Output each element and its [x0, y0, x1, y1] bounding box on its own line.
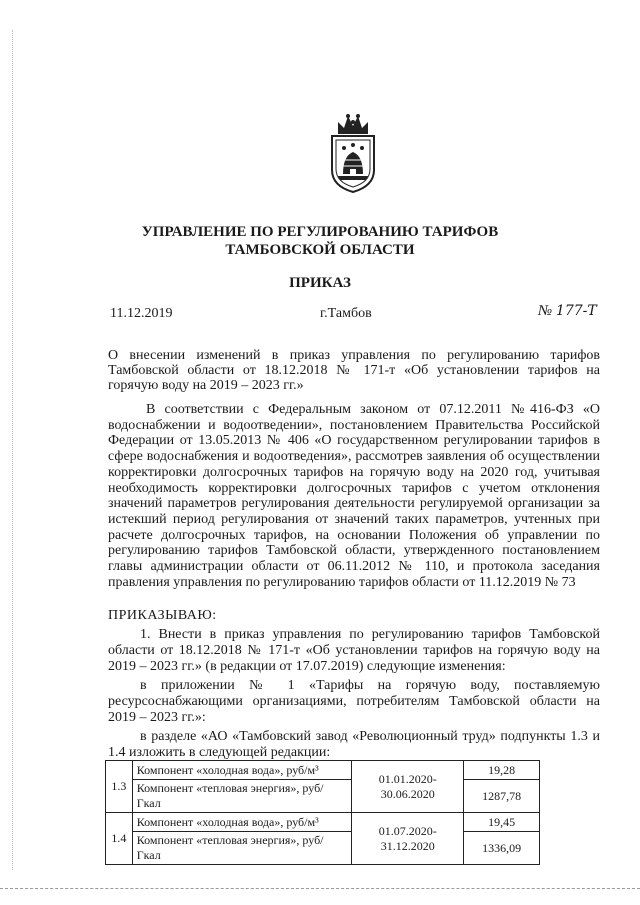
order-number: [538, 303, 597, 320]
prikazyvayu-heading: ПРИКАЗЫВАЮ:: [108, 608, 217, 623]
period-cell: 01.01.2020-30.06.2020: [352, 761, 464, 813]
order-subject: О внесении изменений в приказ управления по регулированию тарифов Тамбовской области от 18.12.2018 № 171-т «Об установлении тарифов на горячую воду на 2019 – 2023 гг.»: [108, 348, 600, 393]
row-number: 1.3: [106, 761, 133, 813]
tariff-table: [105, 760, 540, 865]
org-line-1: УПРАВЛЕНИЕ ПО РЕГУЛИРОВАНИЮ ТАРИФОВ: [141, 224, 499, 240]
row-number: 1.4: [106, 813, 133, 865]
table-row: [106, 780, 540, 813]
period-cell: 01.07.2020-31.12.2020: [352, 813, 464, 865]
org-line-2: ТАМБОВСКОЙ ОБЛАСТИ: [225, 242, 415, 258]
component-label: Компонент «холодная вода», руб/м³: [132, 761, 352, 780]
tariff-value: 19,28: [464, 761, 540, 780]
table-row: [106, 761, 540, 780]
scan-margin-artifact: [12, 30, 14, 870]
paragraph-3: в разделе «АО «Тамбовский завод «Революционный труд» подпункты 1.3 и 1.4 изложить в следующей редакции:: [108, 729, 600, 760]
tariff-value: 19,45: [464, 813, 540, 832]
organization-name: [0, 223, 640, 259]
component-label: Компонент «холодная вода», руб/м³: [132, 813, 352, 832]
document-type-title: ПРИКАЗ: [289, 275, 351, 291]
table-row: [106, 813, 540, 832]
tariff-value: 1287,78: [464, 780, 540, 813]
number-sign: №: [538, 303, 553, 319]
tariff-value: 1336,09: [464, 832, 540, 865]
order-city: г.Тамбов: [320, 306, 372, 321]
handwritten-number: 177-Т: [555, 303, 597, 319]
table-row: [106, 832, 540, 865]
tambov-coat-of-arms-icon: [324, 112, 382, 194]
component-label: Компонент «тепловая энергия», руб/Гкал: [132, 780, 352, 813]
paragraph-1: 1. Внести в приказ управления по регулированию тарифов Тамбовской области от 18.12.2018 № 171-т «Об установлении тарифов на горячую воду на 2019 – 2023 гг.» (в редакции от 17.07.2019) следующие изменения:: [108, 627, 600, 674]
order-date: 11.12.2019: [110, 306, 173, 321]
preamble-paragraph: В соответствии с Федеральным законом от 07.12.2011 №416-ФЗ «О водоснабжении и водоотведении», постановлением Правительства Российской Федерации от 13.05.2013 № 406 «О государственном регулировании тарифов в сфере водоснабжения и водоотведения», рассмотрев заявления об осуществлении корректировки долгосрочных тарифов на горячую воду на 2020 год, учитывая необходимость корректировки долгосрочных тарифов с учетом отклонения значений параметров регулирования деятельности регулируемой организации за истекший период регулирования от значений таких параметров, учтенных при расчете долгосрочных тарифов, на основании Положения об управлении по регулированию тарифов Тамбовской области, утвержденного постановлением главы администрации области от 06.11.2012 № 110, и протокола заседания правления управления по регулированию тарифов области от 11.12.2019 № 73: [108, 402, 600, 590]
paragraph-2: в приложении № 1 «Тарифы на горячую воду, поставляемую ресурсоснабжающими организациями, потребителям Тамбовской области на 2019 – 2023 гг.»:: [108, 678, 600, 725]
scan-bottom-artifact: [0, 888, 640, 890]
component-label: Компонент «тепловая энергия», руб/Гкал: [132, 832, 352, 865]
